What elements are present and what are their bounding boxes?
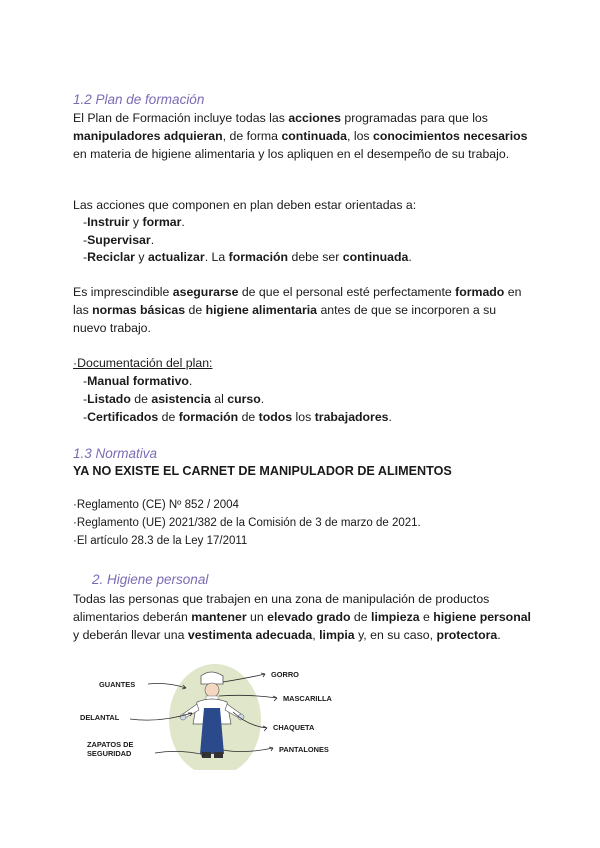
text-run: -: [83, 410, 88, 424]
list-item-reciclar: [83, 250, 412, 264]
paragraph-asegurarse: [73, 283, 531, 337]
list-item-certificados: [83, 410, 392, 424]
bold-run: asistencia: [151, 392, 211, 406]
paragraph-plan-formacion: [73, 109, 531, 163]
bold-run: continuada: [342, 250, 409, 264]
section-heading-higiene-personal: 2. Higiene personal: [92, 572, 209, 587]
text-run: e: [419, 610, 434, 624]
text-run: y: [129, 215, 143, 229]
bold-run: mantener: [191, 610, 247, 624]
label-zapatos-2: SEGURIDAD: [87, 749, 132, 758]
text-run: programadas para que los: [340, 111, 488, 125]
text-run: -: [83, 374, 88, 388]
bold-run: Reciclar: [87, 250, 135, 264]
label-guantes: GUANTES: [99, 680, 136, 689]
text-run: en las: [73, 285, 522, 317]
text-run: un: [246, 610, 268, 624]
ppe-figure: [73, 662, 353, 770]
bold-run: Supervisar: [87, 233, 151, 247]
text-run: .: [388, 410, 392, 424]
text-run: y deberán llevar una: [73, 628, 188, 642]
text-run: , los: [347, 129, 374, 143]
text-run: en materia de higiene alimentaria y los apliquen en el desempeño de su trabajo.: [73, 147, 510, 161]
bold-run: manipuladores adquieran: [73, 129, 223, 143]
list-item-manual: [83, 374, 192, 388]
normativa-ref-2: ·Reglamento (UE) 2021/382 de la Comisión de 3 de marzo de 2021.: [73, 517, 421, 529]
paragraph-higiene-personal: [73, 590, 531, 644]
text-run: -: [83, 215, 88, 229]
list-item-supervisar: [83, 233, 154, 247]
bold-run: vestimenta adecuada: [187, 628, 313, 642]
bold-run: limpieza: [371, 610, 420, 624]
text-run: ,: [312, 628, 320, 642]
text-run: .: [181, 215, 185, 229]
bold-run: formación: [228, 250, 289, 264]
text-run: debe ser: [288, 250, 343, 264]
bold-run: Certificados: [87, 410, 159, 424]
label-mascarilla: MASCARILLA: [283, 694, 332, 703]
text-run: -: [83, 250, 88, 264]
section-heading-normativa: 1.3 Normativa: [73, 446, 158, 461]
label-pantalones: PANTALONES: [279, 745, 329, 754]
text-run: de: [238, 410, 259, 424]
section-heading-plan-formacion: 1.2 Plan de formación: [73, 92, 205, 107]
bold-run: elevado grado: [267, 610, 351, 624]
bold-run: Instruir: [87, 215, 130, 229]
text-run: .: [150, 233, 155, 247]
bold-run: asegurarse: [172, 285, 239, 299]
bold-run: acciones: [288, 111, 341, 125]
text-run: de: [130, 392, 152, 406]
bold-run: formación: [178, 410, 239, 424]
ppe-illustration: [73, 662, 353, 770]
text-run: de: [185, 303, 206, 317]
bold-run: Manual formativo: [87, 374, 189, 388]
normativa-ref-1: ·Reglamento (CE) Nº 852 / 2004: [73, 499, 239, 511]
text-run: -: [83, 392, 88, 406]
bold-run: todos: [258, 410, 293, 424]
text-run: .: [260, 392, 265, 406]
documentacion-heading: ·Documentación del plan:: [73, 356, 213, 370]
normativa-notice: YA NO EXISTE EL CARNET DE MANIPULADOR DE ALIMENTOS: [73, 464, 452, 478]
label-delantal: DELANTAL: [80, 713, 120, 722]
text-run: . La: [204, 250, 229, 264]
text-run: y, en su caso,: [354, 628, 437, 642]
text-run: antes de que se incorporen a su nuevo trabajo.: [73, 303, 497, 335]
text-run: los: [292, 410, 315, 424]
bold-run: formar: [142, 215, 182, 229]
text-run: de: [350, 610, 372, 624]
text-run: y: [134, 250, 148, 264]
list-item-instruir: [83, 215, 185, 229]
text-run: .: [408, 250, 412, 264]
label-gorro: GORRO: [271, 670, 299, 679]
text-run: al: [210, 392, 228, 406]
text-run: Es imprescindible: [73, 285, 173, 299]
bold-run: normas básicas: [92, 303, 186, 317]
bold-run: limpia: [319, 628, 355, 642]
text-run: Todas las personas que trabajen en una zona de manipulación de productos alimentarios deberán: [73, 592, 490, 624]
normativa-ref-3: ·El artículo 28.3 de la Ley 17/2011: [73, 535, 248, 547]
text-run: , de forma: [222, 129, 282, 143]
list-item-listado: [83, 392, 264, 406]
text-run: .: [188, 374, 193, 388]
bold-run: Listado: [87, 392, 131, 406]
bold-run: trabajadores: [314, 410, 389, 424]
bold-run: protectora: [436, 628, 498, 642]
label-chaqueta: CHAQUETA: [273, 723, 315, 732]
text-run: de: [158, 410, 179, 424]
text-run: de que el personal esté perfectamente: [238, 285, 456, 299]
bold-run: higiene personal: [433, 610, 531, 624]
bold-run: formado: [455, 285, 505, 299]
label-zapatos-1: ZAPATOS DE: [87, 740, 134, 749]
bold-run: actualizar: [147, 250, 205, 264]
text-run: -: [83, 233, 88, 247]
text-run: .: [497, 628, 501, 642]
bold-run: higiene alimentaria: [205, 303, 318, 317]
text-run: El Plan de Formación incluye todas las: [73, 111, 289, 125]
bold-run: conocimientos necesarios: [373, 129, 528, 143]
paragraph-acciones-intro: Las acciones que componen en plan deben estar orientadas a:: [73, 198, 417, 212]
bold-run: curso: [227, 392, 261, 406]
bold-run: continuada: [281, 129, 348, 143]
